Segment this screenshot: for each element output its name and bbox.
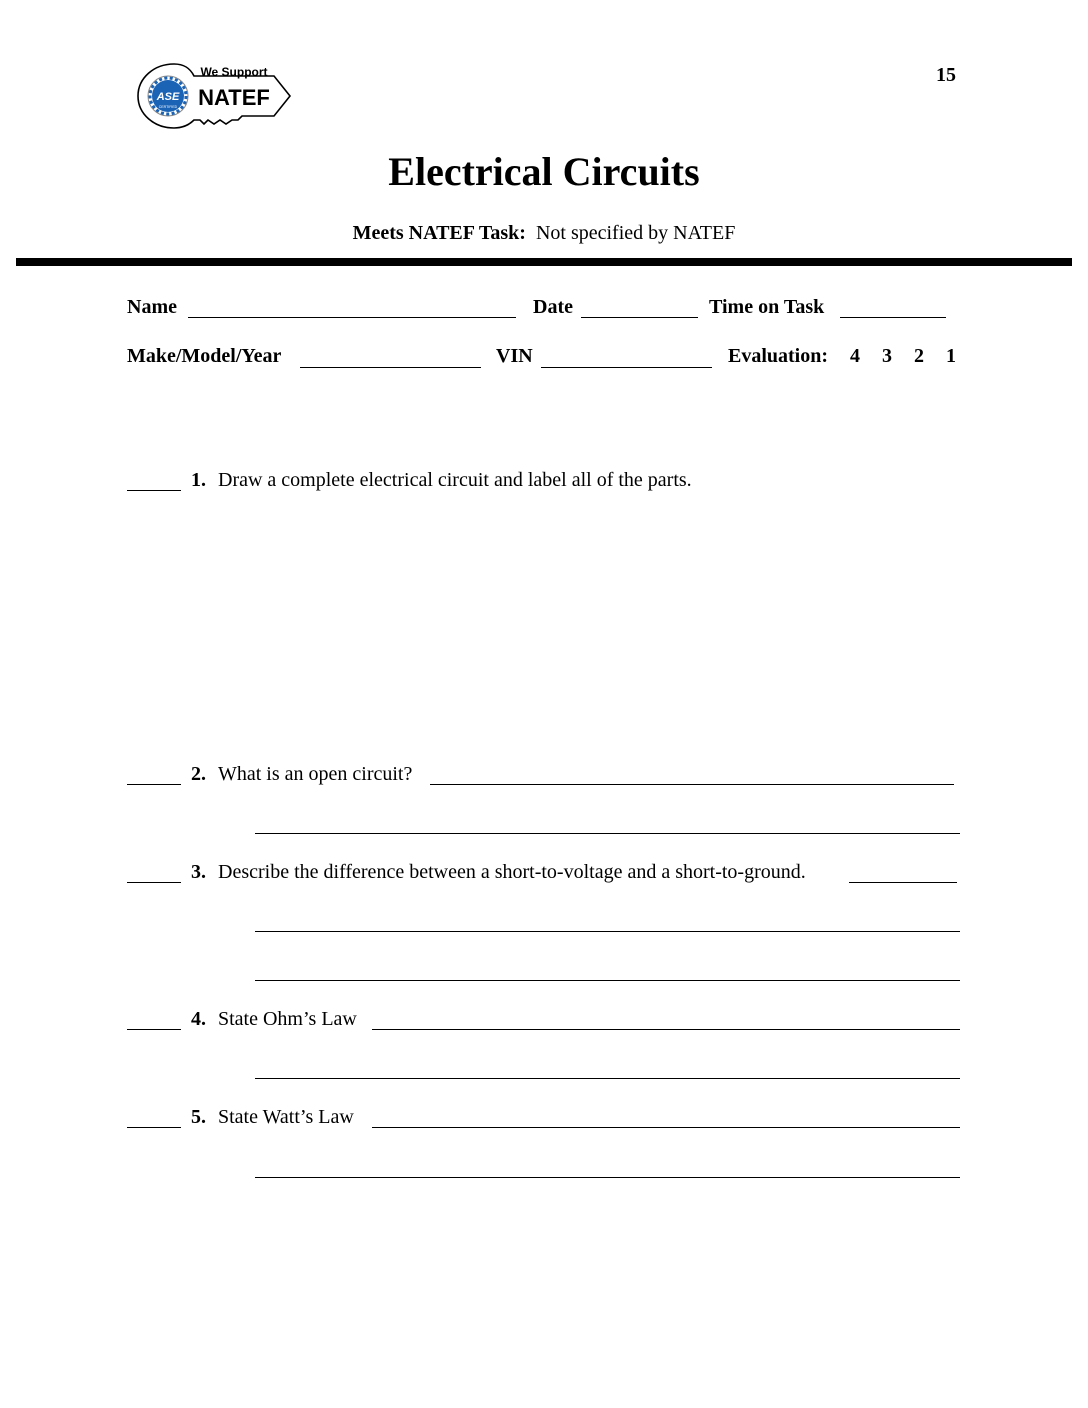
logo-badge-text: ASE: [156, 91, 180, 103]
question-3-answer-line[interactable]: [255, 980, 960, 981]
task-label: Meets NATEF Task:: [352, 222, 526, 244]
question-4-text: State Ohm’s Law: [218, 1008, 357, 1030]
make-model-year-label: Make/Model/Year: [127, 345, 282, 367]
page-title: Electrical Circuits: [388, 149, 700, 194]
natef-logo: [134, 58, 294, 138]
question-3-score-field[interactable]: [127, 882, 181, 883]
question-5-score-field[interactable]: [127, 1127, 181, 1128]
make-model-year-field[interactable]: [300, 367, 481, 368]
question-3-answer-line[interactable]: [255, 931, 960, 932]
page-number: 15: [936, 64, 956, 86]
question-5-number: 5.: [191, 1106, 206, 1128]
logo-badge-subtext: CERTIFIED: [158, 105, 178, 109]
task-value: Not specified by NATEF: [535, 222, 736, 244]
evaluation-score-1[interactable]: 1: [946, 345, 956, 367]
logo-top-text: We Support: [200, 65, 268, 79]
question-5-answer-line[interactable]: [255, 1177, 960, 1178]
question-3-number: 3.: [191, 861, 206, 883]
question-3-answer-line[interactable]: [849, 882, 957, 883]
question-2-answer-line[interactable]: [255, 833, 960, 834]
question-1-text: Draw a complete electrical circuit and label all of the parts.: [218, 469, 692, 491]
logo-main-text: NATEF: [198, 85, 270, 110]
question-4-score-field[interactable]: [127, 1029, 181, 1030]
evaluation-score-4[interactable]: 4: [850, 345, 860, 367]
evaluation-score-2[interactable]: 2: [914, 345, 924, 367]
question-4-answer-line[interactable]: [255, 1078, 960, 1079]
question-2-score-field[interactable]: [127, 784, 181, 785]
name-label: Name: [127, 296, 177, 318]
evaluation-score-3[interactable]: 3: [882, 345, 892, 367]
evaluation-label: Evaluation:: [728, 345, 829, 367]
question-2-answer-line[interactable]: [430, 784, 954, 785]
time-on-task-label: Time on Task: [709, 296, 825, 318]
vin-label: VIN: [496, 345, 533, 367]
ase-natef-key-logo-icon: [134, 58, 294, 138]
date-field[interactable]: [581, 317, 698, 318]
time-on-task-field[interactable]: [840, 317, 946, 318]
question-1-score-field[interactable]: [127, 490, 181, 491]
question-5-answer-line[interactable]: [372, 1127, 960, 1128]
question-3-text: Describe the difference between a short-to-voltage and a short-to-ground.: [218, 861, 806, 883]
question-1-number: 1.: [191, 469, 206, 491]
header-divider: [16, 258, 1072, 266]
question-4-number: 4.: [191, 1008, 206, 1030]
name-field[interactable]: [188, 317, 516, 318]
question-5-text: State Watt’s Law: [218, 1106, 354, 1128]
vin-field[interactable]: [541, 367, 712, 368]
question-4-answer-line[interactable]: [372, 1029, 960, 1030]
question-2-number: 2.: [191, 763, 206, 785]
natef-task-line: [0, 222, 1088, 245]
question-2-text: What is an open circuit?: [218, 763, 413, 785]
date-label: Date: [533, 296, 573, 318]
